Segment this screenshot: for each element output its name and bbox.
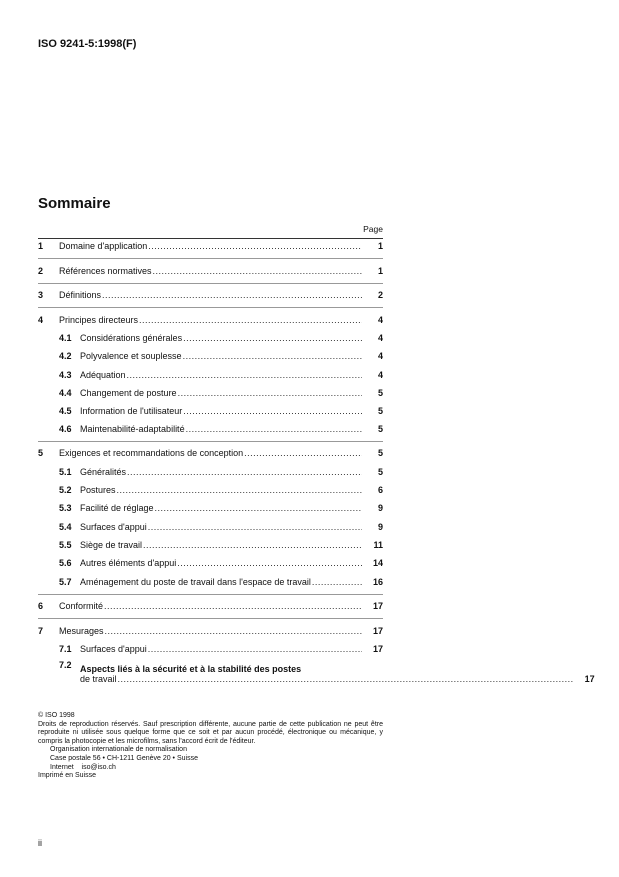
document-id: ISO 9241-5:1998(F) xyxy=(38,38,137,50)
toc-entry-1[interactable] xyxy=(38,241,383,253)
toc-rule xyxy=(38,283,383,284)
page-title: Sommaire xyxy=(38,195,111,212)
printed-in: Imprimé en Suisse xyxy=(38,772,96,780)
organisation-name: Organisation internationale de normalisation xyxy=(50,746,187,754)
toc-entry-5[interactable] xyxy=(38,448,383,460)
toc-page: 14 xyxy=(372,558,383,568)
leader-dots xyxy=(127,370,362,380)
leader-dots xyxy=(148,522,362,532)
toc-page: 9 xyxy=(377,522,383,532)
toc-label: Maintenabilité-adaptabilité xyxy=(80,424,185,434)
leader-dots xyxy=(148,241,362,251)
toc-number: 4.5 xyxy=(59,406,72,416)
toc-rule xyxy=(38,441,383,442)
email-link[interactable]: iso@iso.ch xyxy=(81,763,116,771)
toc-label: Postures xyxy=(80,485,116,495)
leader-dots xyxy=(183,406,362,416)
toc-label: Définitions xyxy=(59,290,102,300)
toc-label: Références normatives xyxy=(59,266,152,276)
toc-label: Changement de posture xyxy=(80,388,177,398)
toc-number: 7.1 xyxy=(59,644,72,654)
toc-entry-5-5[interactable] xyxy=(38,540,383,552)
toc-page: 9 xyxy=(377,503,383,513)
leader-dots xyxy=(183,351,362,361)
leader-dots xyxy=(104,601,362,611)
leader-dots xyxy=(117,485,362,495)
toc-label: Surfaces d'appui xyxy=(80,644,147,654)
toc-page: 17 xyxy=(372,626,383,636)
toc-top-rule xyxy=(38,238,383,239)
toc-page: 5 xyxy=(377,424,383,434)
toc-label: Aspects liés à la sécurité et à la stabilité des postes xyxy=(80,664,302,674)
toc-entry-4-4[interactable] xyxy=(38,388,383,400)
toc-entry-4-1[interactable] xyxy=(38,333,383,345)
toc-number: 5.4 xyxy=(59,522,72,532)
toc-rule xyxy=(38,258,383,259)
toc-page: 17 xyxy=(372,644,383,654)
page-column-label: Page xyxy=(363,224,383,234)
toc-number: 5 xyxy=(38,448,44,458)
toc-label: Adéquation xyxy=(80,370,126,380)
leader-dots xyxy=(143,540,362,550)
toc-entry-5-4[interactable] xyxy=(38,522,383,534)
leader-dots xyxy=(178,388,362,398)
leader-dots xyxy=(148,644,362,654)
rights-notice: Droits de reproduction réservés. Sauf prescription différente, aucune partie de cette publication ne peut être reproduite ni utilisée sous quelque forme que ce soit et par aucun procédé, électronique ou mécanique, y compris la photocopie et les microfilms, sans l'accord écrit de l'éditeur. xyxy=(38,720,383,745)
toc-entry-6[interactable] xyxy=(38,601,383,613)
toc-entry-7[interactable] xyxy=(38,626,383,638)
internet-contact xyxy=(38,764,383,773)
toc-label: Conformité xyxy=(59,601,104,611)
toc-number: 5.2 xyxy=(59,485,72,495)
toc-label: Siège de travail xyxy=(80,540,143,550)
toc-label: Surfaces d'appui xyxy=(80,522,147,532)
toc-number: 5.7 xyxy=(59,577,72,587)
toc-entry-4-6[interactable] xyxy=(38,424,383,436)
toc-page: 5 xyxy=(377,388,383,398)
leader-dots xyxy=(139,315,362,325)
leader-dots xyxy=(127,467,362,477)
toc-page: 4 xyxy=(377,351,383,361)
toc-label: Principes directeurs xyxy=(59,315,139,325)
toc-label: Facilité de réglage xyxy=(80,503,154,513)
copyright-footer xyxy=(38,712,383,781)
toc-entry-5-2[interactable] xyxy=(38,485,383,497)
toc-page: 4 xyxy=(377,370,383,380)
toc-label: Généralités xyxy=(80,467,127,477)
toc-page: 11 xyxy=(373,540,383,550)
leader-dots xyxy=(177,558,362,568)
toc-entry-2[interactable] xyxy=(38,266,383,278)
toc-label: Exigences et recommandations de conception xyxy=(59,448,244,458)
toc-entry-5-7[interactable] xyxy=(38,577,383,589)
toc-label: Information de l'utilisateur xyxy=(80,406,183,416)
toc-entry-4-5[interactable] xyxy=(38,406,383,418)
toc-number: 5.3 xyxy=(59,503,72,513)
toc-entry-3[interactable] xyxy=(38,290,383,302)
leader-dots xyxy=(118,674,574,684)
toc-page: 1 xyxy=(377,241,383,251)
leader-dots xyxy=(105,626,362,636)
toc-entry-5-6[interactable] xyxy=(38,558,383,570)
internet-label: Internet xyxy=(50,763,74,771)
toc-label: Considérations générales xyxy=(80,333,183,343)
toc-rule xyxy=(38,618,383,619)
toc-label: Autres éléments d'appui xyxy=(80,558,177,568)
toc-label-continued: de travail xyxy=(80,674,117,684)
toc-label: Domaine d'application xyxy=(59,241,148,251)
toc-entry-7-2[interactable] xyxy=(38,660,595,684)
toc-number: 4.3 xyxy=(59,370,72,380)
toc-number: 6 xyxy=(38,601,44,611)
leader-dots xyxy=(153,266,362,276)
toc-page: 17 xyxy=(372,601,383,611)
toc-number: 4 xyxy=(38,315,44,325)
page-number: ii xyxy=(38,838,42,848)
toc-page: 2 xyxy=(377,290,383,300)
toc-number: 4.4 xyxy=(59,388,72,398)
toc-entry-4[interactable] xyxy=(38,315,383,327)
leader-dots xyxy=(186,424,362,434)
toc-page: 1 xyxy=(377,266,383,276)
leader-dots xyxy=(183,333,362,343)
toc-rule xyxy=(38,307,383,308)
toc-number: 3 xyxy=(38,290,44,300)
postal-address: Case postale 56 • CH-1211 Genève 20 • Suisse xyxy=(50,754,198,762)
toc-label-multiline xyxy=(80,664,577,684)
toc-page: 17 xyxy=(584,674,595,684)
toc-page: 16 xyxy=(372,577,383,587)
toc-number: 5.1 xyxy=(59,467,72,477)
leader-dots xyxy=(312,577,362,587)
toc-number: 5.6 xyxy=(59,558,72,568)
toc-number: 4.2 xyxy=(59,351,72,361)
toc-number: 2 xyxy=(38,266,44,276)
toc-page: 5 xyxy=(377,467,383,477)
toc-label: Mesurages xyxy=(59,626,104,636)
toc-entry-5-3[interactable] xyxy=(38,503,383,515)
toc-page: 5 xyxy=(377,448,383,458)
copyright-line: © ISO 1998 xyxy=(38,712,75,719)
toc-entry-4-2[interactable] xyxy=(38,351,383,363)
leader-dots xyxy=(102,290,362,300)
toc-rule xyxy=(38,594,383,595)
toc-entry-4-3[interactable] xyxy=(38,370,383,382)
toc-page: 4 xyxy=(377,315,383,325)
toc-label: Aménagement du poste de travail dans l'espace de travail xyxy=(80,577,311,587)
toc-number: 7.2 xyxy=(59,660,72,670)
toc-label: Polyvalence et souplesse xyxy=(80,351,182,361)
toc-entry-7-1[interactable] xyxy=(38,644,383,656)
leader-dots xyxy=(244,448,362,458)
toc-number: 7 xyxy=(38,626,44,636)
leader-dots xyxy=(155,503,362,513)
toc-page: 5 xyxy=(377,406,383,416)
toc-page: 6 xyxy=(377,485,383,495)
toc-number: 4.1 xyxy=(59,333,72,343)
toc-page: 4 xyxy=(377,333,383,343)
toc-entry-5-1[interactable] xyxy=(38,467,383,479)
toc-number: 1 xyxy=(38,241,44,251)
toc-number: 5.5 xyxy=(59,540,72,550)
toc-number: 4.6 xyxy=(59,424,72,434)
